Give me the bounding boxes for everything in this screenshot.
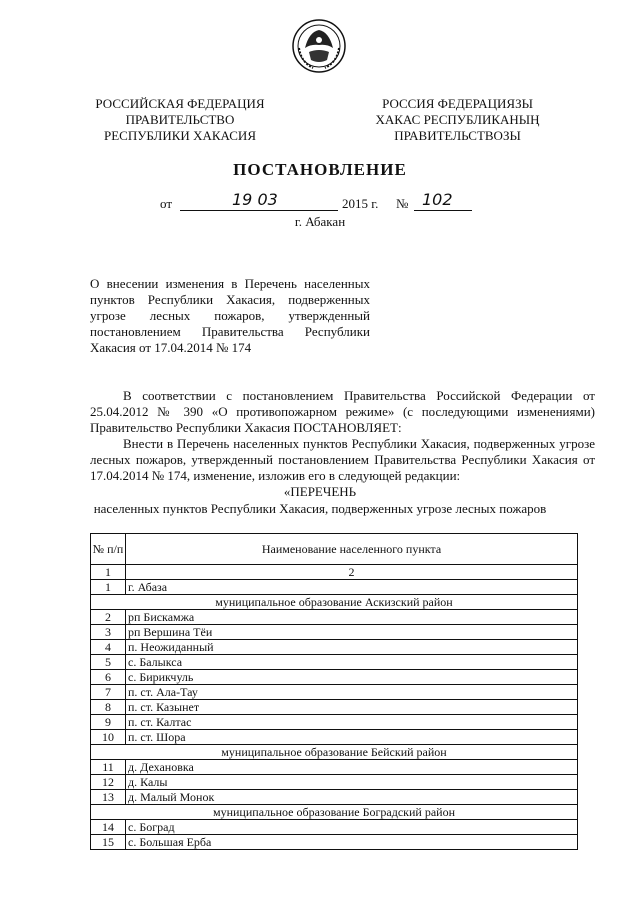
coat-of-arms-emblem — [291, 18, 347, 74]
table-row — [91, 625, 578, 640]
index-cell: 2 — [126, 565, 578, 580]
header-right-line: РОССИЯ ФЕДЕРАЦИЯЗЫ — [382, 96, 533, 111]
settlement-name-cell: п. ст. Шора — [126, 730, 578, 745]
table-row — [91, 610, 578, 625]
settlement-name-cell: с. Бирикчуль — [126, 670, 578, 685]
table-index-row — [91, 565, 578, 580]
row-number-cell: 2 — [91, 610, 126, 625]
table-row — [91, 835, 578, 850]
header-right-block — [350, 96, 565, 144]
date-handwritten: 19 03 — [232, 190, 278, 209]
header-right-line: ХАКАС РЕСПУБЛИКАНЫҢ — [375, 112, 540, 127]
date-line — [160, 190, 490, 214]
group-name-cell: муниципальное образование Аскизский район — [91, 595, 578, 610]
settlement-name-cell: д. Дехановка — [126, 760, 578, 775]
header-right-line: ПРАВИТЕЛЬСТВОЗЫ — [394, 128, 521, 143]
date-prefix: от — [160, 196, 173, 211]
row-number-cell: 15 — [91, 835, 126, 850]
row-number-cell: 9 — [91, 715, 126, 730]
table-header-row — [91, 534, 578, 565]
row-number-cell: 4 — [91, 640, 126, 655]
header-left-line: ПРАВИТЕЛЬСТВО — [125, 112, 235, 127]
group-name-cell: муниципальное образование Боградский район — [91, 805, 578, 820]
row-number-cell: 5 — [91, 655, 126, 670]
table-row — [91, 715, 578, 730]
year-text: 2015 г. — [342, 196, 379, 211]
table-row — [91, 685, 578, 700]
table-row — [91, 760, 578, 775]
settlements-table — [90, 533, 578, 850]
header-left-block — [80, 96, 280, 144]
index-cell: 1 — [91, 565, 126, 580]
subject-block: О внесении изменения в Перечень населенных пунктов Республики Хакасия, подверженных угрозе лесных пожаров, утвержденный постановлением Правительства Республики Хакасия от 17.04.2014 № 174 — [90, 276, 370, 355]
table-row — [91, 790, 578, 805]
settlement-name-cell: с. Балыкса — [126, 655, 578, 670]
header-left-line: РОССИЙСКАЯ ФЕДЕРАЦИЯ — [95, 96, 265, 111]
group-name-cell: муниципальное образование Бейский район — [91, 745, 578, 760]
body-paragraph-2: Внести в Перечень населенных пунктов Республики Хакасия, подверженных угрозе лесных пожаров, утвержденный постановлением Правительства Республики Хакасия от 17.04.2014 № 174, изменение, изложив его в следующей редакции: — [90, 436, 595, 483]
row-number-cell: 6 — [91, 670, 126, 685]
number-handwritten: 102 — [422, 190, 453, 209]
table-group-row — [91, 745, 578, 760]
settlement-name-cell: с. Боград — [126, 820, 578, 835]
header-name-cell: Наименование населенного пункта — [126, 534, 578, 565]
row-number-cell: 13 — [91, 790, 126, 805]
row-number-cell: 12 — [91, 775, 126, 790]
list-title: «ПЕРЕЧЕНЬ — [283, 484, 357, 499]
table-row — [91, 580, 578, 595]
settlement-name-cell: с. Большая Ерба — [126, 835, 578, 850]
settlement-name-cell: рп Вершина Тёи — [126, 625, 578, 640]
table-row — [91, 640, 578, 655]
body-paragraph-1: В соответствии с постановлением Правительства Российской Федерации от 25.04.2012 № 390 «О противопожарном режиме» (с последующими изменениями) Правительство Республики Хакасия ПОСТАНОВЛЯЕТ: — [90, 388, 595, 435]
settlement-name-cell: п. ст. Калтас — [126, 715, 578, 730]
row-number-cell: 3 — [91, 625, 126, 640]
table-row — [91, 730, 578, 745]
row-number-cell: 8 — [91, 700, 126, 715]
document-title: ПОСТАНОВЛЕНИЕ — [233, 160, 407, 179]
row-number-cell: 7 — [91, 685, 126, 700]
table-row — [91, 820, 578, 835]
table-row — [91, 775, 578, 790]
table-group-row — [91, 595, 578, 610]
table-row — [91, 670, 578, 685]
settlement-name-cell: п. ст. Ала-Тау — [126, 685, 578, 700]
table-row — [91, 700, 578, 715]
settlement-name-cell: п. Неожиданный — [126, 640, 578, 655]
number-sign: № — [396, 196, 409, 211]
table-row — [91, 655, 578, 670]
settlement-name-cell: д. Малый Монок — [126, 790, 578, 805]
city-line: г. Абакан — [294, 214, 346, 229]
settlement-name-cell: д. Калы — [126, 775, 578, 790]
row-number-cell: 1 — [91, 580, 126, 595]
row-number-cell: 11 — [91, 760, 126, 775]
row-number-cell: 10 — [91, 730, 126, 745]
settlement-name-cell: п. ст. Казынет — [126, 700, 578, 715]
row-number-cell: 14 — [91, 820, 126, 835]
list-subtitle: населенных пунктов Республики Хакасия, подверженных угрозе лесных пожаров — [93, 501, 547, 516]
header-left-line: РЕСПУБЛИКИ ХАКАСИЯ — [103, 128, 256, 143]
table-group-row — [91, 805, 578, 820]
settlement-name-cell: рп Бискамжа — [126, 610, 578, 625]
header-num-cell: № п/п — [91, 534, 126, 565]
settlement-name-cell: г. Абаза — [126, 580, 578, 595]
